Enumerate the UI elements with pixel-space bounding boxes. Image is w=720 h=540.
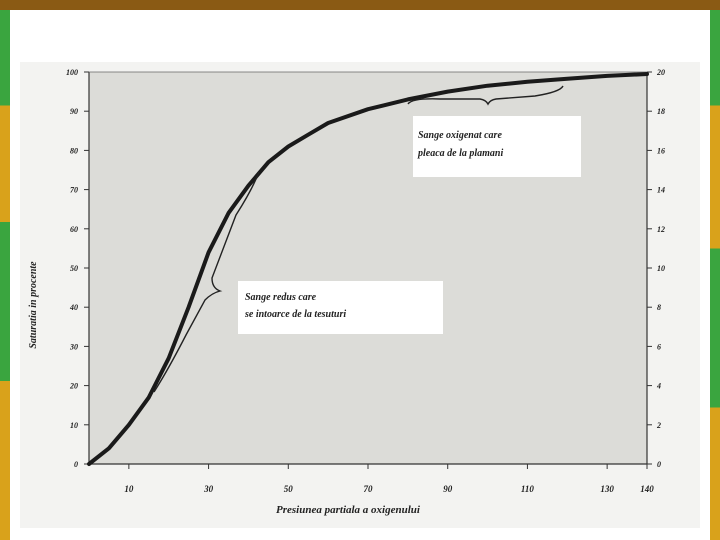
- y-right-tick-label: 6: [657, 342, 661, 352]
- reduced-annotation-box: [238, 281, 443, 334]
- y-left-tick-label: 60: [70, 224, 78, 234]
- y-left-tick-label: 90: [70, 107, 78, 117]
- x-tick-label: 10: [124, 484, 134, 494]
- y-left-tick-label: 0: [74, 460, 78, 469]
- oxygenated-annotation-box: [413, 116, 581, 177]
- x-tick-label: 130: [600, 484, 614, 494]
- x-tick-label: 90: [443, 484, 453, 494]
- y-right-tick-label: 4: [657, 381, 661, 391]
- y-left-tick-label: 40: [70, 303, 78, 313]
- y-left-tick-label: 100: [66, 68, 78, 77]
- reduced-annotation-line-1: Sange redus care: [245, 292, 317, 303]
- y-right-tick-label: 10: [657, 264, 665, 273]
- x-axis-label: Presiunea partiala a oxigenului: [276, 504, 420, 516]
- y-right-tick-label: 14: [657, 185, 665, 195]
- x-tick-label: 30: [204, 484, 214, 494]
- y-left-tick-label: 10: [70, 420, 78, 430]
- y-left-tick-label: 70: [70, 185, 78, 195]
- y-left-tick-label: 80: [70, 146, 78, 156]
- y-right-tick-label: 20: [657, 68, 665, 77]
- oxygenated-annotation-line-1: Sange oxigenat care: [418, 130, 502, 141]
- y-right-tick-label: 18: [657, 107, 665, 117]
- x-tick-label: 50: [283, 484, 293, 494]
- x-tick-label: 70: [363, 484, 373, 494]
- y-left-tick-label: 30: [70, 342, 78, 352]
- y-right-tick-label: 16: [657, 146, 665, 156]
- y-right-tick-label: 0: [657, 460, 661, 469]
- y-right-tick-label: 12: [657, 224, 665, 234]
- y-axis-label: Saturatia in procente: [28, 261, 39, 349]
- y-left-tick-label: 50: [70, 264, 78, 273]
- x-tick-label: 110: [520, 484, 534, 494]
- y-right-tick-label: 8: [657, 303, 661, 313]
- reduced-annotation-line-2: se intoarce de la tesuturi: [245, 309, 347, 320]
- x-tick-label: 140: [640, 484, 654, 494]
- y-left-tick-label: 20: [70, 381, 78, 391]
- y-right-tick-label: 2: [657, 420, 661, 430]
- oxygenated-annotation-line-2: pleaca de la plamani: [418, 148, 504, 159]
